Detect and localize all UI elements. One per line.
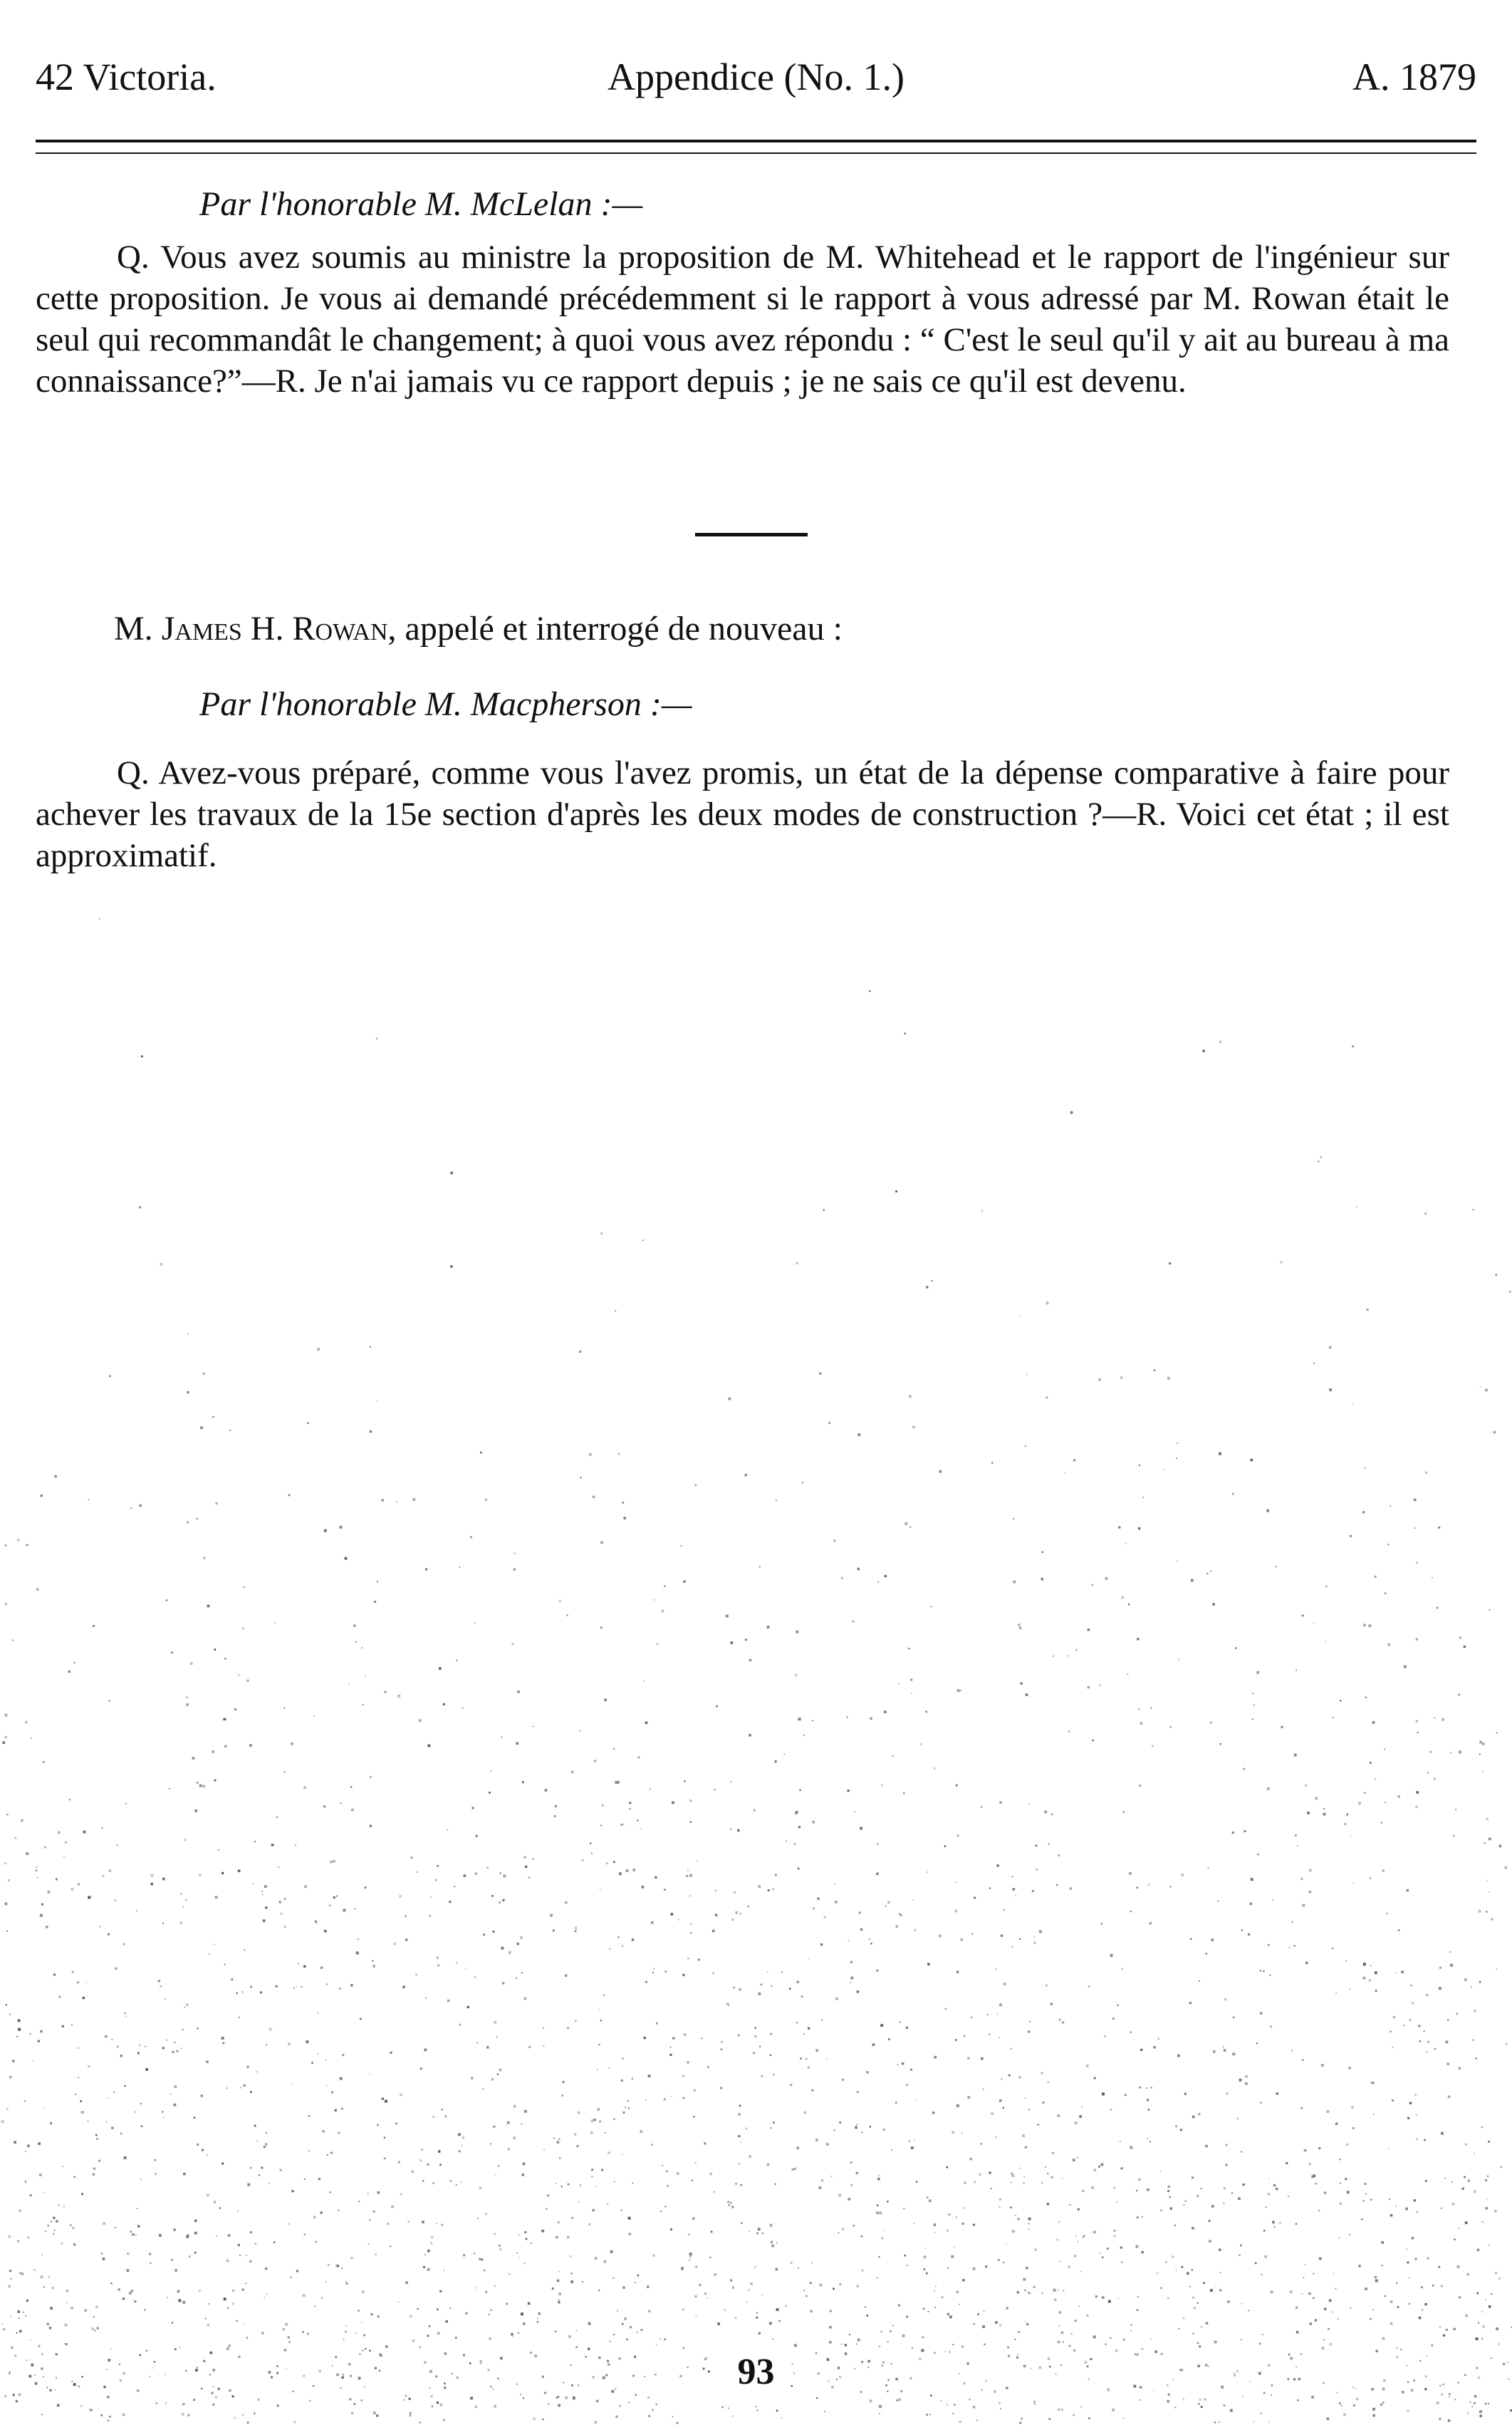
question-answer-paragraph-1: Q. Vous avez soumis au ministre la proposition de M. Whitehead et le rapport de l'ingénieur sur cette proposition. Je vous ai demandé précédemment si le rapport à vous adressé par M. Rowan était le seul qui recommandât le changement; à quoi vous avez répondu : “ C'est le seul qu'il y ait au bureau à ma connaissance?”—R. Je n'ai jamais vu ce rapport depuis ; je ne sais ce qu'il est devenu. — [36, 239, 1449, 400]
witness-suffix: , appelé et interrogé de nouveau : — [387, 610, 843, 648]
witness-prefix: M. — [114, 610, 162, 648]
header-double-rule — [36, 140, 1476, 154]
witness-initial: H. — [241, 610, 293, 648]
witness-heading — [114, 608, 843, 650]
speaker-heading-macpherson: Par l'honorable M. Macpherson :— — [199, 685, 692, 723]
header-appendix: Appendice (No. 1.) — [608, 56, 904, 98]
header-year: A. 1879 — [1352, 56, 1476, 98]
witness-surname: Rowan — [292, 610, 388, 648]
running-header — [36, 48, 1476, 105]
header-session: 42 Victoria. — [36, 56, 217, 98]
page-number: 93 — [737, 2352, 775, 2392]
question-answer-paragraph-2: Q. Avez-vous préparé, comme vous l'avez promis, un état de la dépense comparative à faire pour achever les travaux de la 15e section d'après les deux modes de construction ?—R. Voici cet état ; il est approximatif. — [36, 754, 1449, 874]
witness-first-name: James — [161, 610, 242, 648]
section-divider — [695, 533, 808, 536]
speaker-heading-mclelan: Par l'honorable M. McLelan :— — [199, 185, 643, 223]
